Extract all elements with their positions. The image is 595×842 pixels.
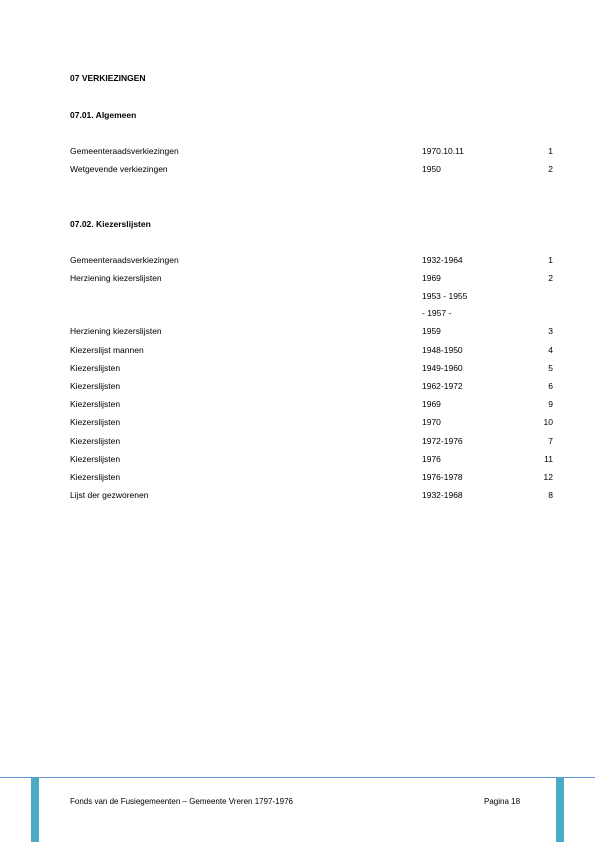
table-row (70, 146, 553, 160)
table-row (70, 255, 553, 269)
row-description: Kiezerslijsten (70, 472, 121, 482)
row-date: 1949-1960 (422, 363, 463, 373)
row-description: Gemeenteraadsverkiezingen (70, 146, 179, 156)
table-row (70, 436, 553, 450)
row-number: 8 (548, 490, 553, 500)
row-description: Kiezerslijst mannen (70, 345, 144, 355)
table-row (70, 308, 553, 322)
row-date: 1959 (422, 326, 441, 336)
row-number: 1 (548, 255, 553, 265)
row-description: Kiezerslijsten (70, 454, 121, 464)
row-number: 10 (543, 417, 553, 427)
row-number: 11 (544, 454, 553, 464)
row-number: 2 (548, 273, 553, 283)
row-date: 1970.10.11 (422, 146, 464, 156)
row-description: Lijst der gezworenen (70, 490, 149, 500)
row-date: 1969 (422, 273, 441, 283)
row-description: Kiezerslijsten (70, 399, 121, 409)
table-row (70, 273, 553, 287)
chapter-title: 07 VERKIEZINGEN (70, 73, 146, 83)
row-number: 1 (548, 146, 553, 156)
row-number: 3 (548, 326, 553, 336)
row-description: Wetgevende verkiezingen (70, 164, 168, 174)
footer-divider (0, 777, 595, 778)
row-date: 1976-1978 (422, 472, 463, 482)
footer-text: Fonds van de Fusiegemeenten – Gemeente Vreren 1797-1976 (70, 797, 293, 806)
footer-right-bar (556, 778, 564, 842)
row-date: 1976 (422, 454, 441, 464)
row-date: 1953 - 1955 (422, 291, 468, 301)
row-number: 9 (548, 399, 553, 409)
row-number: 7 (548, 436, 553, 446)
row-number: 5 (548, 363, 553, 373)
row-number: 2 (548, 164, 553, 174)
table-row (70, 399, 553, 413)
table-row (70, 490, 553, 504)
table-row (70, 381, 553, 395)
row-description: Gemeenteraadsverkiezingen (70, 255, 179, 265)
row-number: 6 (548, 381, 553, 391)
row-description: Herziening kiezerslijsten (70, 273, 162, 283)
table-row (70, 291, 553, 305)
row-number: 4 (548, 345, 553, 355)
row-date: 1950 (422, 164, 441, 174)
page-number: Pagina 18 (484, 797, 521, 806)
row-description: Herziening kiezerslijsten (70, 326, 162, 336)
table-row (70, 454, 553, 468)
table-row (70, 472, 553, 486)
row-number: 12 (543, 472, 553, 482)
row-date: - 1957 - (422, 308, 452, 318)
row-date: 1932-1964 (422, 255, 463, 265)
row-date: 1932-1968 (422, 490, 463, 500)
row-description: Kiezerslijsten (70, 417, 121, 427)
section-title-algemeen: 07.01. Algemeen (70, 110, 137, 120)
row-date: 1970 (422, 417, 441, 427)
row-date: 1969 (422, 399, 441, 409)
row-description: Kiezerslijsten (70, 436, 121, 446)
table-row (70, 164, 553, 178)
table-row (70, 363, 553, 377)
table-row (70, 417, 553, 431)
row-date: 1962-1972 (422, 381, 463, 391)
footer-left-bar (31, 778, 39, 842)
section-title-kiezerslijsten: 07.02. Kiezerslijsten (70, 219, 151, 229)
row-description: Kiezerslijsten (70, 363, 121, 373)
table-row (70, 326, 553, 340)
row-date: 1972-1976 (422, 436, 463, 446)
row-date: 1948-1950 (422, 345, 463, 355)
table-row (70, 345, 553, 359)
row-description: Kiezerslijsten (70, 381, 121, 391)
